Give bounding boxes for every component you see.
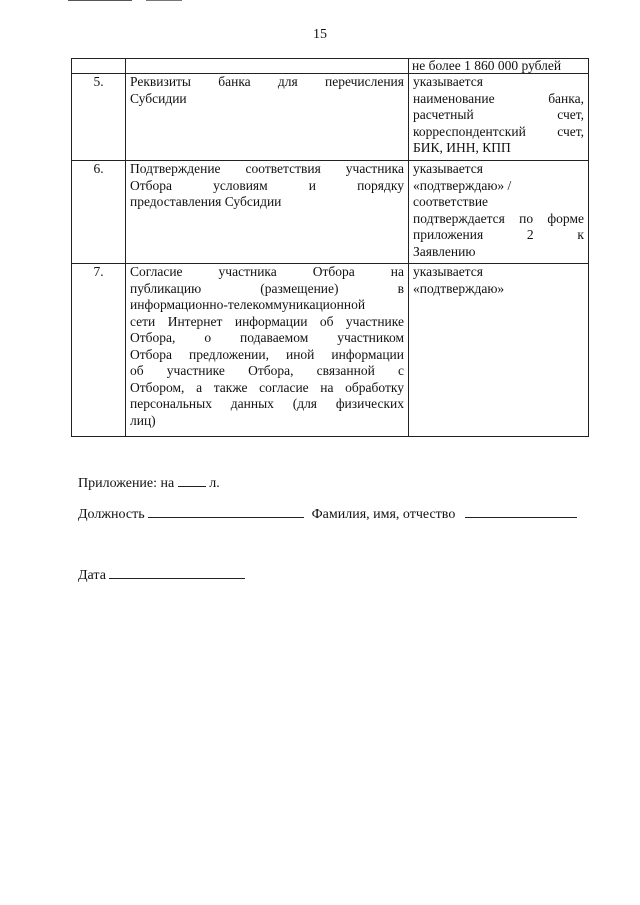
top-scan-mark [146,0,182,1]
table-row [72,264,589,437]
value-line: Заявлению [413,243,476,259]
description-line: Отбора, о подаваемом участником [130,330,404,345]
description-line: Отбором, а также согласие на обработку [130,379,404,395]
signature-line [78,505,577,523]
value-line: корреспондентский счет, [413,123,584,139]
table-row [72,59,589,74]
value-line: указывается [413,74,483,89]
description-line: сети Интернет информации об участнике [130,313,404,329]
page-number: 15 [313,27,327,42]
description-line: Субсидии [130,90,187,106]
value-line: не более 1 860 000 рублей [412,58,562,73]
date-field[interactable] [109,566,245,579]
description-line: информационно-телекоммуникационной [130,297,366,312]
description-line: Отбора условиям и порядку [130,177,404,193]
fio-field[interactable] [465,505,577,518]
date-line [78,566,245,584]
value-line: БИК, ИНН, КПП [413,140,511,155]
position-field[interactable] [148,505,304,518]
row-value-cell [409,74,589,161]
fio-label: Фамилия, имя, отчество [311,507,456,522]
row-description-cell [126,59,409,74]
row-description-cell [126,161,409,264]
value-line: «подтверждаю» / [413,177,512,193]
table-row [72,74,589,161]
description-line: предоставления Субсидии [130,194,282,209]
row-number-cell: 7. [72,264,126,437]
description-line: лиц) [130,412,156,428]
description-line: Реквизиты банка для перечисления [130,74,404,89]
description-line: Подтверждение соответствия участника [130,161,404,176]
row-value-cell [409,161,589,264]
date-label: Дата [78,568,106,583]
row-value-cell [409,59,589,74]
attachment-suffix: л. [209,476,220,491]
value-line: приложения 2 к [413,227,584,242]
description-line: Согласие участника Отбора на [130,264,404,279]
description-line: Отбора предложении, иной информации [130,346,404,362]
value-line: указывается [413,161,483,176]
description-line: персональных данных (для физических [130,396,404,411]
requisites-table [71,58,589,437]
description-line: об участнике Отбора, связанной с [130,363,404,378]
table-row [72,161,589,264]
value-line: подтверждается по форме [413,210,584,226]
row-number-cell [72,59,126,74]
row-description-cell [126,264,409,437]
attachment-line [78,474,220,492]
row-number-cell: 6. [72,161,126,264]
value-line: расчетный счет, [413,107,584,122]
value-line: указывается [413,264,483,279]
row-value-cell [409,264,589,437]
value-line: соответствие [413,194,489,209]
value-line: «подтверждаю» [413,280,505,296]
position-label: Должность [78,507,145,522]
attachment-label: Приложение: на [78,476,175,491]
row-number-cell: 5. [72,74,126,161]
row-description-cell [126,74,409,161]
attachment-pages-field[interactable] [178,474,206,487]
top-scan-mark [68,0,132,1]
description-line: публикацию (размещение) в [130,280,404,296]
value-line: наименование банка, [413,90,584,106]
